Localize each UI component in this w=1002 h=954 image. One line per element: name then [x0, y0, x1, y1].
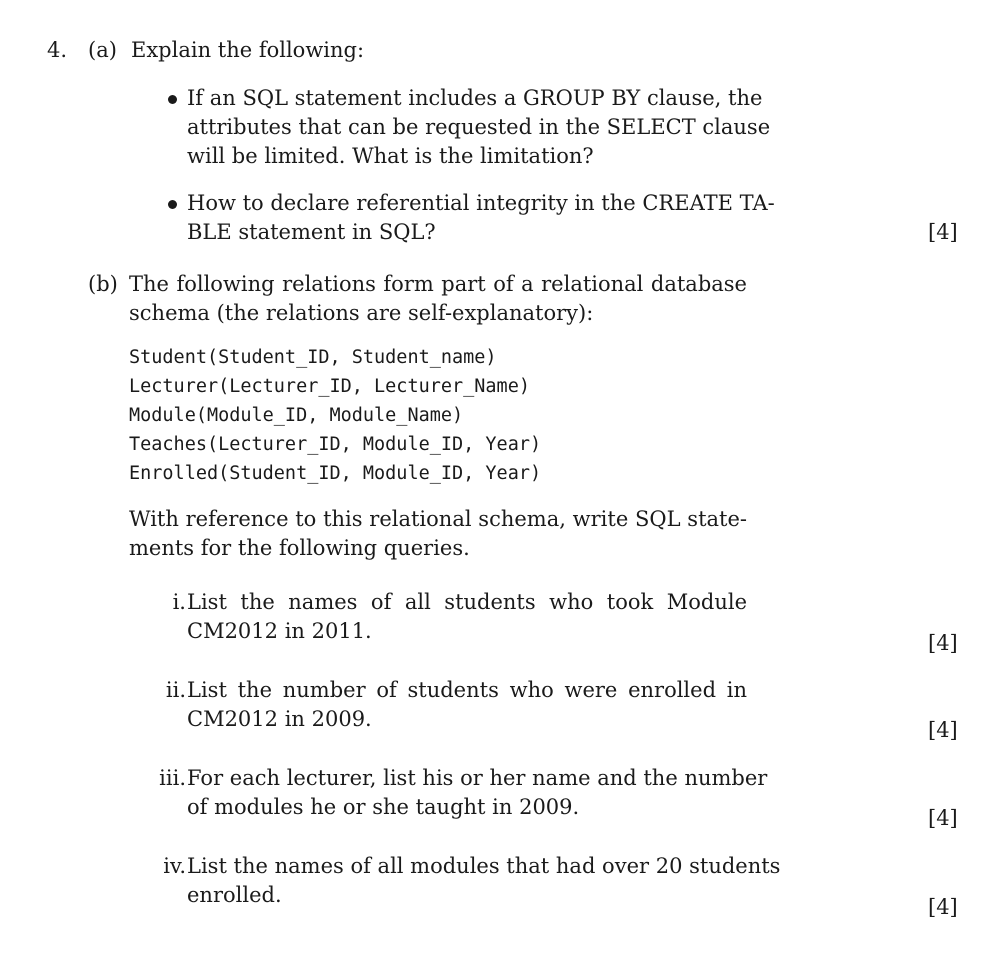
query-line: List the names of all modules that had over 20 students: [187, 854, 781, 878]
query-number: iv.: [163, 854, 186, 878]
question-number: 4.: [47, 38, 68, 62]
query-number: iii.: [159, 766, 186, 790]
reference-line-1: With reference to this relational schema, write SQL state-: [129, 507, 747, 531]
bullet-1-text: [187, 84, 771, 171]
query-number: i.: [172, 590, 186, 614]
part-a-label: (a): [88, 38, 117, 62]
bullet-1-line-1: If an SQL statement includes a GROUP BY clause, the: [187, 86, 763, 110]
bullet-point-icon: [168, 200, 177, 209]
query-marks: [4]: [928, 895, 958, 919]
schema-relation: Student(Student_ID, Student_name): [129, 347, 497, 368]
part-b-intro-line-2: schema (the relations are self-explanatory):: [129, 301, 594, 325]
query-text: [187, 676, 747, 734]
schema-block: [129, 343, 541, 488]
query-text: [187, 588, 747, 646]
query-line: CM2012 in 2011.: [187, 619, 372, 643]
query-marks: [4]: [928, 631, 958, 655]
part-b-intro: [129, 270, 747, 328]
reference-paragraph: [129, 505, 747, 563]
query-line: For each lecturer, list his or her name and the number: [187, 766, 768, 790]
bullet-2-line-2: BLE statement in SQL?: [187, 220, 436, 244]
query-line: CM2012 in 2009.: [187, 707, 372, 731]
query-number: ii.: [165, 678, 186, 702]
query-marks: [4]: [928, 718, 958, 742]
query-text: [187, 852, 781, 910]
schema-relation: Module(Module_ID, Module_Name): [129, 405, 464, 426]
query-line: enrolled.: [187, 883, 282, 907]
bullet-1-line-2: attributes that can be requested in the SELECT clause: [187, 115, 771, 139]
bullet-point-icon: [168, 95, 177, 104]
query-marks: [4]: [928, 806, 958, 830]
bullet-2-text: [187, 189, 775, 247]
schema-relation: Lecturer(Lecturer_ID, Lecturer_Name): [129, 376, 530, 397]
query-line: of modules he or she taught in 2009.: [187, 795, 580, 819]
bullet-2-line-1: How to declare referential integrity in the CREATE TA-: [187, 191, 775, 215]
part-a-marks: [4]: [928, 220, 958, 244]
query-line: List the number of students who were enrolled in: [187, 678, 747, 702]
part-b-intro-line-1: The following relations form part of a relational database: [129, 272, 747, 296]
query-text: [187, 764, 768, 822]
query-line: List the names of all students who took Module: [187, 590, 747, 614]
bullet-1-line-3: will be limited. What is the limitation?: [187, 144, 594, 168]
schema-relation: Teaches(Lecturer_ID, Module_ID, Year): [129, 434, 542, 455]
schema-relation: Enrolled(Student_ID, Module_ID, Year): [129, 463, 542, 484]
part-b-label: (b): [88, 272, 118, 296]
reference-line-2: ments for the following queries.: [129, 536, 470, 560]
part-a-intro: Explain the following:: [131, 38, 365, 62]
